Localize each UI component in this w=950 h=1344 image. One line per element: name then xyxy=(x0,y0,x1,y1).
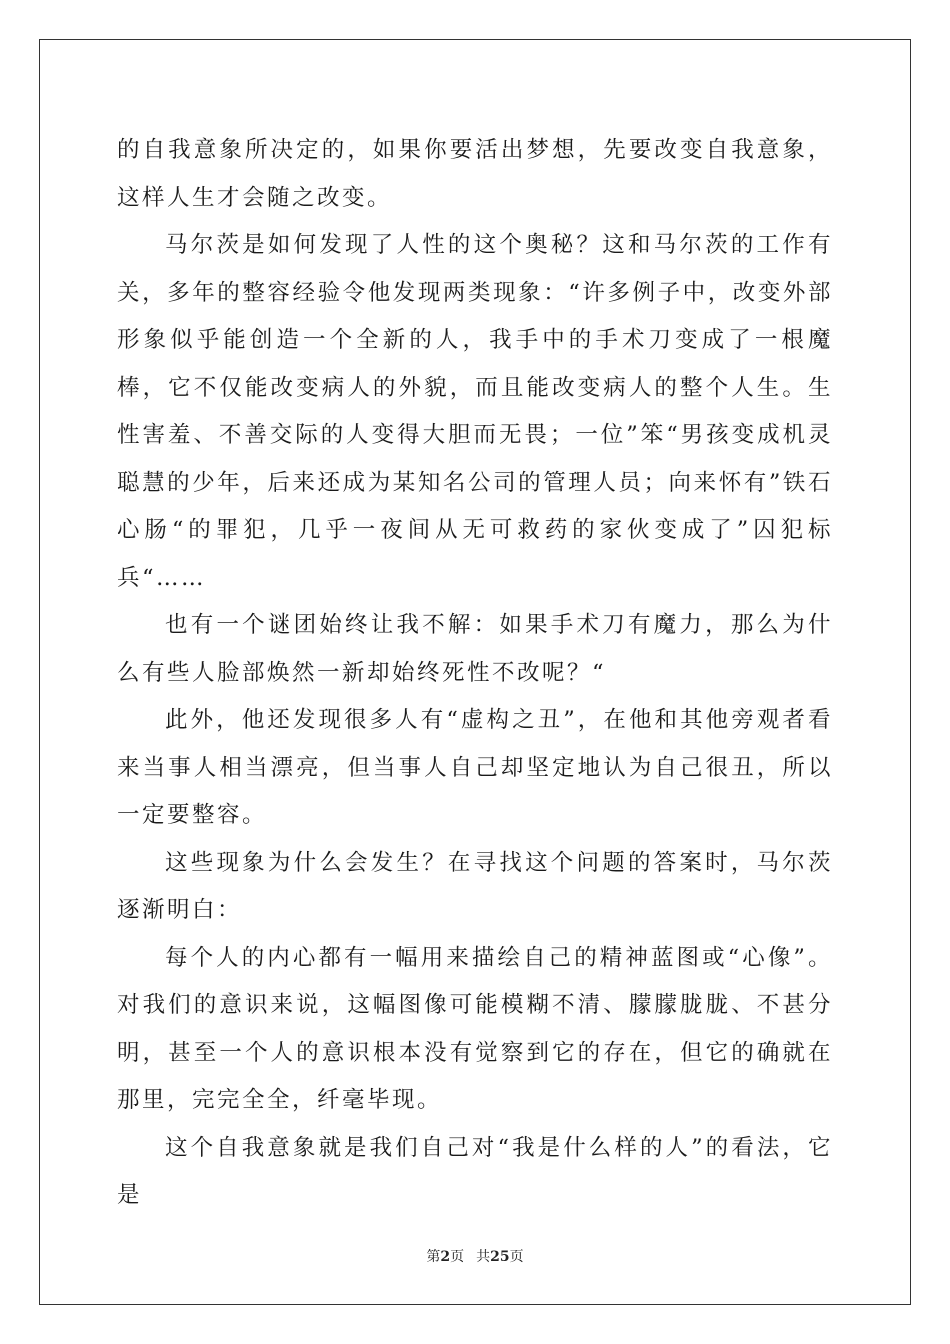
total-unit: 页 xyxy=(509,1249,524,1265)
total-pages xyxy=(476,1249,523,1265)
paragraph: 这些现象为什么会发生？在寻找这个问题的答案时，马尔茨逐渐明白： xyxy=(117,849,833,923)
total-count: 25 xyxy=(490,1249,510,1265)
page-footer xyxy=(0,1247,950,1267)
page-current: 2 xyxy=(440,1249,451,1265)
page-unit: 页 xyxy=(450,1249,465,1265)
paragraph: 的自我意象所决定的，如果你要活出梦想，先要改变自我意象，这样人生才会随之改变。 xyxy=(117,137,833,211)
paragraph: 此外，他还发现很多人有“虚构之丑”，在他和其他旁观者看来当事人相当漂亮，但当事人自己却坚定地认为自己很丑，所以一定要整容。 xyxy=(117,707,833,828)
paragraph: 每个人的内心都有一幅用来描绘自己的精神蓝图或“心像”。对我们的意识来说，这幅图像可能模糊不清、朦朦胧胧、不甚分明，甚至一个人的意识根本没有觉察到它的存在，但它的确就在那里，完完全全，纤毫毕现。 xyxy=(117,944,833,1113)
total-prefix: 共 xyxy=(476,1249,491,1265)
page-number xyxy=(426,1249,464,1265)
document-body xyxy=(117,127,833,1220)
page-prefix: 第 xyxy=(426,1249,441,1265)
paragraph: 也有一个谜团始终让我不解：如果手术刀有魔力，那么为什么有些人脸部焕然一新却始终死性不改呢？“ xyxy=(117,612,833,686)
paragraph: 马尔茨是如何发现了人性的这个奥秘？这和马尔茨的工作有关，多年的整容经验令他发现两类现象：“许多例子中，改变外部形象似乎能创造一个全新的人，我手中的手术刀变成了一根魔棒，它不仅能改变病人的外貌，而且能改变病人的整个人生。生性害羞、不善交际的人变得大胆而无畏；一位”笨“男孩变成机灵聪慧的少年，后来还成为某知名公司的管理人员；向来怀有”铁石心肠“的罪犯，几乎一夜间从无可救药的家伙变成了”囚犯标兵“…… xyxy=(117,232,833,591)
paragraph: 这个自我意象就是我们自己对“我是什么样的人”的看法，它是 xyxy=(117,1134,833,1208)
